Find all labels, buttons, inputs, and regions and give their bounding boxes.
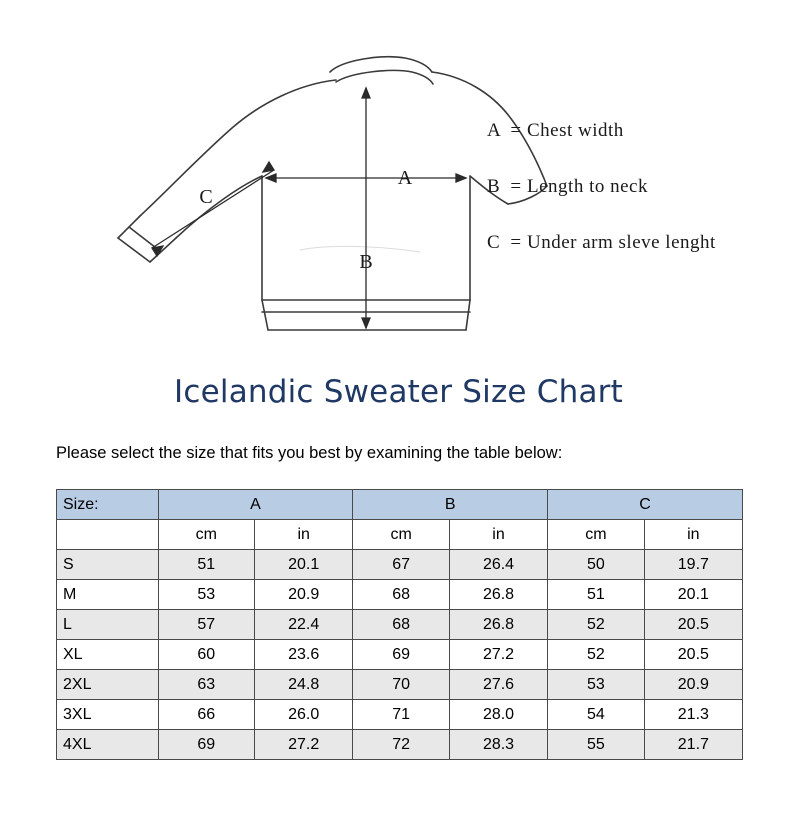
row-size-4xl: 4XL — [57, 730, 159, 760]
cell-2xl-b-cm: 70 — [353, 670, 450, 700]
cell-s-b-in: 26.4 — [449, 550, 547, 580]
cell-xl-b-cm: 69 — [353, 640, 450, 670]
table-row — [57, 640, 743, 670]
cell-3xl-a-cm: 66 — [158, 700, 255, 730]
unit-c-in: in — [644, 520, 742, 550]
legend-item-a — [487, 120, 787, 142]
cell-l-b-in: 26.8 — [449, 610, 547, 640]
cell-m-c-cm: 51 — [548, 580, 645, 610]
cell-2xl-a-cm: 63 — [158, 670, 255, 700]
row-size-m: M — [57, 580, 159, 610]
cell-4xl-a-in: 27.2 — [255, 730, 353, 760]
cell-s-a-in: 20.1 — [255, 550, 353, 580]
header-group-a: A — [158, 490, 353, 520]
table-row — [57, 550, 743, 580]
cell-2xl-a-in: 24.8 — [255, 670, 353, 700]
cell-m-c-in: 20.1 — [644, 580, 742, 610]
unit-a-cm: cm — [158, 520, 255, 550]
legend-text-b: Length to neck — [527, 176, 648, 198]
cell-2xl-b-in: 27.6 — [449, 670, 547, 700]
cell-s-c-cm: 50 — [548, 550, 645, 580]
row-size-l: L — [57, 610, 159, 640]
cell-s-c-in: 19.7 — [644, 550, 742, 580]
cell-xl-a-cm: 60 — [158, 640, 255, 670]
header-group-c: C — [548, 490, 743, 520]
row-size-2xl: 2XL — [57, 670, 159, 700]
label-b: B — [359, 251, 373, 273]
cell-xl-b-in: 27.2 — [449, 640, 547, 670]
header-size: Size: — [57, 490, 159, 520]
cell-xl-c-cm: 52 — [548, 640, 645, 670]
cell-m-b-cm: 68 — [353, 580, 450, 610]
row-size-3xl: 3XL — [57, 700, 159, 730]
legend-equals-a: = — [510, 120, 522, 141]
legend-equals-c: = — [510, 232, 522, 253]
cell-m-a-cm: 53 — [158, 580, 255, 610]
cell-l-a-cm: 57 — [158, 610, 255, 640]
cell-xl-c-in: 20.5 — [644, 640, 742, 670]
cell-s-b-cm: 67 — [353, 550, 450, 580]
instruction-text: Please select the size that fits you best by examining the table below: — [56, 444, 563, 462]
cell-4xl-b-cm: 72 — [353, 730, 450, 760]
unit-blank — [57, 520, 159, 550]
cell-l-c-cm: 52 — [548, 610, 645, 640]
cell-3xl-b-cm: 71 — [353, 700, 450, 730]
legend-key-c: C — [487, 232, 501, 253]
cell-xl-a-in: 23.6 — [255, 640, 353, 670]
cell-3xl-b-in: 28.0 — [449, 700, 547, 730]
cell-l-b-cm: 68 — [353, 610, 450, 640]
legend-text-c: Under arm sleve lenght — [527, 232, 716, 254]
table-row — [57, 610, 743, 640]
row-size-xl: XL — [57, 640, 159, 670]
cell-2xl-c-in: 20.9 — [644, 670, 742, 700]
unit-a-in: in — [255, 520, 353, 550]
header-group-b: B — [353, 490, 548, 520]
diagram-legend — [487, 120, 787, 288]
cell-4xl-c-in: 21.7 — [644, 730, 742, 760]
legend-text-a: Chest width — [527, 120, 624, 142]
cell-3xl-a-in: 26.0 — [255, 700, 353, 730]
table-header-row — [57, 490, 743, 520]
cell-2xl-c-cm: 53 — [548, 670, 645, 700]
cell-s-a-cm: 51 — [158, 550, 255, 580]
cell-m-a-in: 20.9 — [255, 580, 353, 610]
label-a: A — [397, 167, 413, 189]
cell-4xl-a-cm: 69 — [158, 730, 255, 760]
cell-3xl-c-cm: 54 — [548, 700, 645, 730]
table-row — [57, 670, 743, 700]
table-row — [57, 580, 743, 610]
size-table — [56, 489, 743, 760]
cell-l-c-in: 20.5 — [644, 610, 742, 640]
cell-4xl-c-cm: 55 — [548, 730, 645, 760]
size-table-wrapper — [56, 489, 743, 760]
legend-key-b: B — [487, 176, 501, 197]
legend-item-b — [487, 176, 787, 198]
cell-4xl-b-in: 28.3 — [449, 730, 547, 760]
row-size-s: S — [57, 550, 159, 580]
cell-3xl-c-in: 21.3 — [644, 700, 742, 730]
sweater-diagram — [0, 0, 797, 360]
table-row — [57, 730, 743, 760]
table-row — [57, 700, 743, 730]
unit-b-in: in — [449, 520, 547, 550]
unit-b-cm: cm — [353, 520, 450, 550]
legend-equals-b: = — [510, 176, 522, 197]
page-title: Icelandic Sweater Size Chart — [174, 374, 623, 410]
table-unit-row — [57, 520, 743, 550]
label-c: C — [199, 186, 213, 208]
cell-l-a-in: 22.4 — [255, 610, 353, 640]
legend-key-a: A — [487, 120, 502, 141]
unit-c-cm: cm — [548, 520, 645, 550]
legend-item-c — [487, 232, 787, 254]
cell-m-b-in: 26.8 — [449, 580, 547, 610]
